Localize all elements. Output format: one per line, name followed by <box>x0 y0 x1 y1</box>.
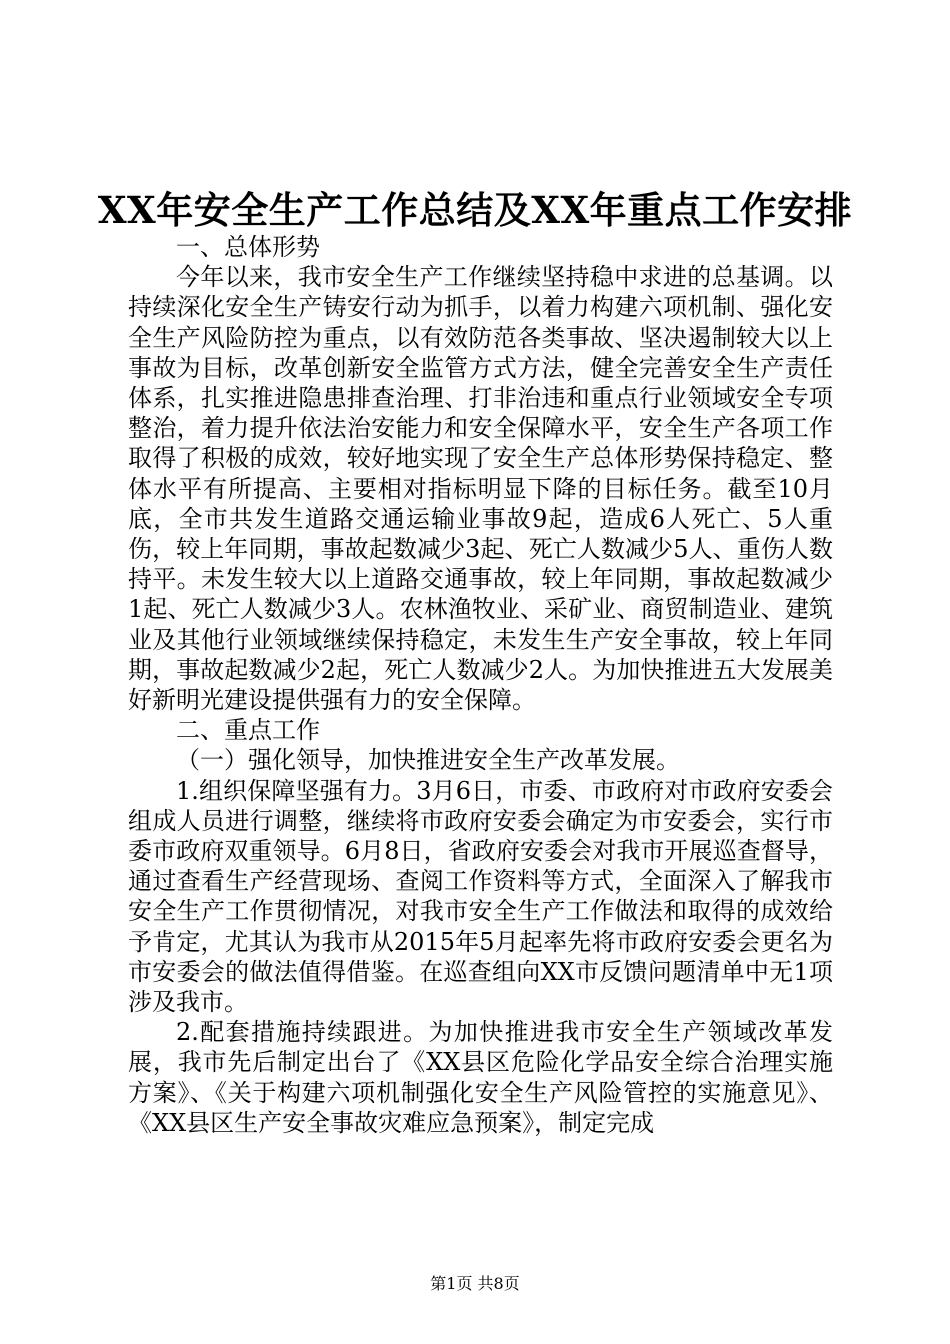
section-heading-key-work: 二、重点工作 <box>176 716 320 745</box>
paragraph-overall-situation: 今年以来，我市安全生产工作继续坚持稳中求进的总基调。以持续深化安全生产铸安行动为抓手，以着力构建六项机制、强化安全生产风险防控为重点，以有效防范各类事故、坚决遏制较大以上事故为目标，改革创新安全监管方式方法，健全完善安全生产责任体系，扎实推进隐患排查治理、打非治违和重点行业领域安全专项整治，着力提升依法治安能力和安全保障水平，安全生产各项工作取得了积极的成效，较好地实现了安全生产总体形势保持稳定、整体水平有所提高、主要相对指标明显下降的目标任务。截至10月底，全市共发生道路交通运输业事故9起，造成6人死亡、5人重伤，较上年同期，事故起数减少3起、死亡人数减少5人、重伤人数持平。未发生较大以上道路交通事故，较上年同期，事故起数减少1起、死亡人数减少3人。农林渔牧业、采矿业、商贸制造业、建筑业及其他行业领域继续保持稳定，未发生生产安全事故，较上年同期，事故起数减少2起，死亡人数减少2人。为加快推进五大发展美好新明光建设提供强有力的安全保障。 <box>128 263 833 715</box>
paragraph-supporting-measures: 2.配套措施持续跟进。为加快推进我市安全生产领域改革发展，我市先后制定出台了《XX县区危险化学品安全综合治理实施方案》、《关于构建六项机制强化安全生产风险管控的实施意见》、《XX县区生产安全事故灾难应急预案》，制定完成 <box>128 1018 833 1137</box>
paragraph-organization: 1.组织保障坚强有力。3月6日，市委、市政府对市政府安委会组成人员进行调整，继续将市政府安委会确定为市安委会，实行市委市政府双重领导。6月8日，省政府安委会对我市开展巡查督导，通过查看生产经营现场、查阅工作资料等方式，全面深入了解我市安全生产工作贯彻情况，对我市安全生产工作做法和取得的成效给予肯定，尤其认为我市从2015年5月起率先将市政府安委会更名为市安委会的做法值得借鉴。在巡查组向XX市反馈问题清单中无1项涉及我市。 <box>128 776 833 1017</box>
page-footer: 第1页 共8页 <box>430 1274 520 1293</box>
section-heading-overall: 一、总体形势 <box>176 233 320 261</box>
document-body <box>128 232 833 1138</box>
subsection-heading-leadership: （一）强化领导，加快推进安全生产改革发展。 <box>176 746 680 775</box>
document-title: XX年安全生产工作总结及XX年重点工作安排 <box>97 188 853 232</box>
